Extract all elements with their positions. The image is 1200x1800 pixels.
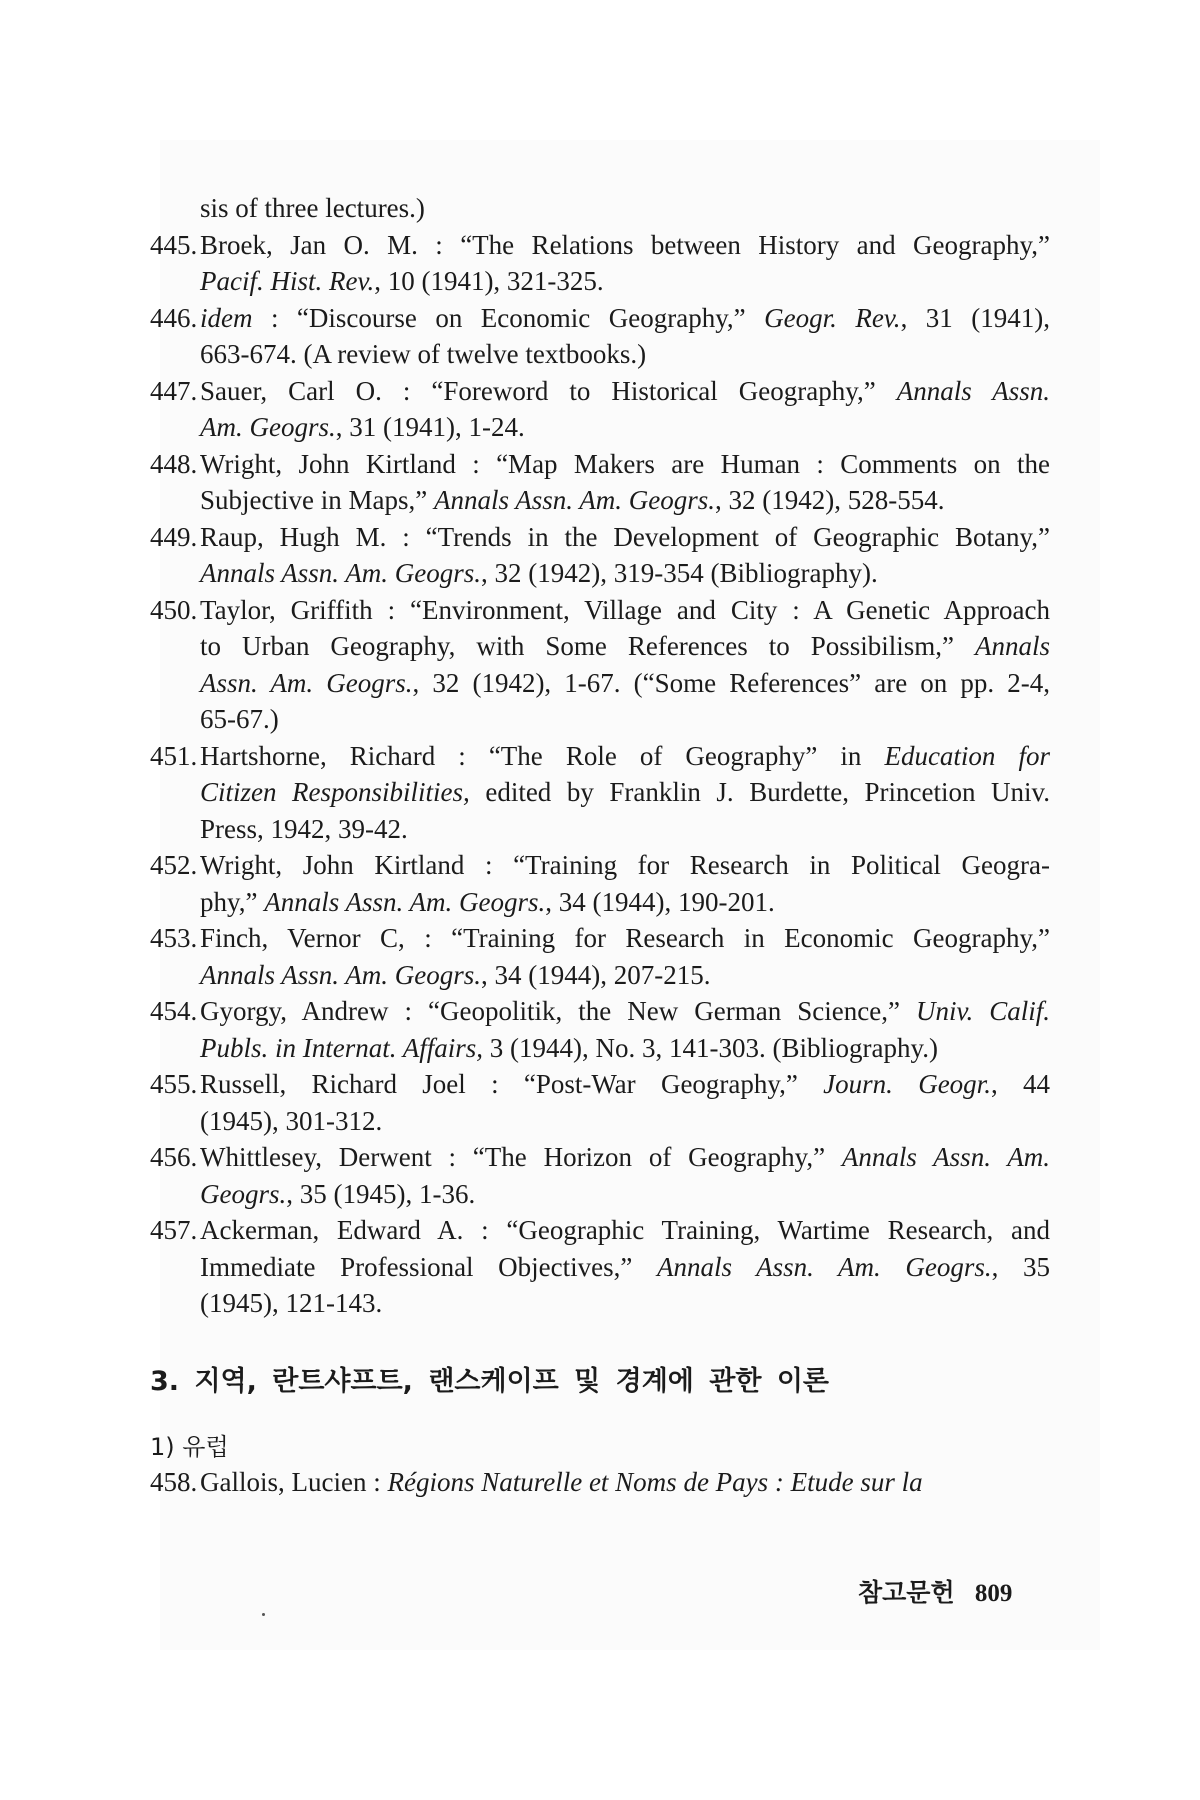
reference-italic-text: Am. Geogrs.: [200, 412, 336, 442]
reference-italic-text: Publs. in Internat. Affairs,: [200, 1032, 484, 1063]
reference-entry: [150, 446, 1050, 519]
reference-entry: [150, 847, 1050, 920]
reference-line: [150, 336, 1050, 373]
reference-text: , 10 (1941), 321-325.: [374, 266, 604, 296]
reference-line: [150, 1066, 1050, 1103]
reference-italic-text: Annals Assn.: [896, 375, 1050, 406]
reference-line: [150, 628, 1050, 665]
reference-italic-text: Assn. Am. Geogrs.: [200, 667, 413, 698]
reference-text: Immediate Professional Objectives,”: [200, 1251, 657, 1282]
reference-text: edited by Franklin J. Burdette, Princetion Univ.: [469, 777, 1051, 807]
reference-number: 452.: [150, 850, 198, 880]
reference-italic-text: Education for: [884, 740, 1050, 771]
bibliography-content: [150, 190, 1050, 1500]
reference-text: Wright, John Kirtland : “Training for Research in Political Geogra-: [200, 850, 1050, 880]
reference-number: 454.: [150, 996, 198, 1026]
reference-line: [150, 920, 1050, 957]
reference-list-continued: [150, 1464, 1050, 1501]
reference-line: [150, 227, 1050, 264]
reference-number: 446.: [150, 302, 198, 333]
reference-text: sis of three lectures.): [200, 193, 425, 223]
reference-number: 449.: [150, 521, 198, 552]
reference-entry: [150, 1212, 1050, 1322]
reference-number: 458.: [150, 1466, 198, 1497]
reference-line: [150, 1139, 1050, 1176]
reference-text: Finch, Vernor C, : “Training for Research in Economic Geography,”: [200, 923, 1050, 953]
reference-line: [150, 482, 1050, 519]
reference-text: Raup, Hugh M. : “Trends in the Development of Geographic Botany,”: [200, 521, 1050, 552]
reference-italic-text: Univ. Calif.: [915, 996, 1050, 1026]
scan-speck: [262, 1613, 265, 1616]
reference-list: [150, 190, 1050, 1322]
reference-line: [150, 665, 1050, 702]
reference-italic-text: Annals Assn. Am. Geogrs.: [264, 886, 546, 917]
reference-number: 448.: [150, 448, 198, 479]
reference-entry: [150, 993, 1050, 1066]
reference-text: , 32 (1942), 319-354 (Bibliography).: [481, 558, 878, 588]
reference-text: Russell, Richard Joel : “Post-War Geography,”: [200, 1069, 824, 1099]
reference-line: [150, 738, 1050, 775]
reference-line: [150, 555, 1050, 592]
reference-text: to Urban Geography, with Some References to Possibilism,”: [200, 631, 975, 661]
reference-line: [150, 519, 1050, 556]
reference-line: [150, 774, 1050, 811]
reference-number: 453.: [150, 923, 198, 953]
reference-line: [150, 701, 1050, 738]
reference-line: [150, 957, 1050, 994]
reference-italic-text: Annals Assn. Am. Geogrs.: [433, 485, 715, 515]
reference-text: Gallois, Lucien :: [200, 1466, 388, 1497]
footer-label: 참고문헌: [858, 1578, 955, 1607]
reference-text: Sauer, Carl O. : “Foreword to Historical Geography,”: [200, 375, 897, 406]
reference-line: [150, 811, 1050, 848]
reference-entry: [150, 738, 1050, 848]
reference-text: (1945), 121-143.: [200, 1288, 383, 1318]
reference-text: 663-674. (A review of twelve textbooks.): [200, 339, 647, 369]
reference-italic-text: Annals Assn. Am. Geogrs.: [656, 1251, 992, 1282]
reference-line: [150, 847, 1050, 884]
reference-text: , 35: [991, 1251, 1050, 1282]
reference-line: [150, 1212, 1050, 1249]
reference-line: [150, 190, 1050, 227]
reference-line: [150, 373, 1050, 410]
reference-italic-text: Citizen Responsibilities,: [200, 777, 470, 807]
reference-italic-text: Annals: [974, 631, 1050, 661]
reference-entry: [150, 227, 1050, 300]
reference-number: 450.: [150, 594, 198, 625]
reference-number: 451.: [150, 740, 198, 771]
reference-text: , 31 (1941), 1-24.: [335, 412, 525, 442]
reference-line: [150, 884, 1050, 921]
reference-number: 456.: [150, 1142, 198, 1172]
page-footer: [858, 1573, 1012, 1609]
reference-entry: [150, 1139, 1050, 1212]
reference-italic-text: Geogr. Rev.: [764, 302, 901, 333]
reference-text: , 32 (1942), 1-67. (“Some References” are on pp. 2-4,: [412, 667, 1050, 698]
reference-entry: [150, 519, 1050, 592]
reference-text: Whittlesey, Derwent : “The Horizon of Geography,”: [200, 1142, 842, 1172]
reference-entry: [150, 920, 1050, 993]
reference-line: [150, 300, 1050, 337]
reference-line: [150, 1249, 1050, 1286]
subsection-heading: 1) 유럽: [150, 1432, 229, 1461]
reference-line: [150, 1176, 1050, 1213]
reference-italic-text: Annals Assn. Am. Geogrs.: [200, 558, 482, 588]
reference-line: [150, 446, 1050, 483]
reference-italic-text: Journ. Geogr.: [823, 1069, 991, 1099]
reference-italic-text: Geogrs.: [200, 1178, 287, 1209]
reference-line: [150, 409, 1050, 446]
reference-text: , 31 (1941),: [900, 302, 1050, 333]
reference-entry: [150, 592, 1050, 738]
reference-entry: [150, 1066, 1050, 1139]
reference-number: 447.: [150, 375, 198, 406]
reference-text: (1945), 301-312.: [200, 1105, 383, 1136]
reference-entry: [150, 373, 1050, 446]
reference-italic-text: Annals Assn. Am. Geogrs.: [200, 959, 482, 990]
reference-text: Subjective in Maps,”: [200, 485, 434, 515]
reference-text: , 34 (1944), 207-215.: [481, 959, 711, 990]
reference-text: , 35 (1945), 1-36.: [286, 1178, 476, 1209]
reference-text: Wright, John Kirtland : “Map Makers are Human : Comments on the: [200, 448, 1050, 479]
reference-text: Press, 1942, 39-42.: [200, 813, 408, 844]
reference-line: [150, 1030, 1050, 1067]
reference-text: : “Discourse on Economic Geography,”: [252, 302, 765, 333]
reference-text: Taylor, Griffith : “Environment, Village and City : A Genetic Approach: [200, 594, 1050, 625]
page-number: 809: [974, 1580, 1013, 1607]
reference-italic-text: idem: [200, 302, 253, 333]
reference-line: [150, 1464, 1050, 1501]
reference-number: 457.: [150, 1215, 198, 1245]
reference-entry: [150, 300, 1050, 373]
reference-number: 455.: [150, 1069, 198, 1099]
reference-line: [150, 1285, 1050, 1322]
reference-text: phy,”: [200, 886, 265, 917]
reference-line: [150, 993, 1050, 1030]
reference-text: , 34 (1944), 190-201.: [545, 886, 775, 917]
reference-text: Gyorgy, Andrew : “Geopolitik, the New German Science,”: [200, 996, 916, 1026]
reference-italic-text: Annals Assn. Am.: [841, 1142, 1050, 1172]
reference-text: , 44: [990, 1069, 1050, 1099]
reference-line: [150, 1103, 1050, 1140]
reference-italic-text: Régions Naturelle et Noms de Pays : Etude sur la: [387, 1466, 923, 1497]
reference-line: [150, 263, 1050, 300]
reference-text: Hartshorne, Richard : “The Role of Geography” in: [200, 740, 885, 771]
reference-text: , 32 (1942), 528-554.: [715, 485, 945, 515]
section-heading: 3. 지역, 란트샤프트, 랜스케이프 및 경계에 관한 이론: [150, 1365, 829, 1397]
reference-text: Broek, Jan O. M. : “The Relations between History and Geography,”: [200, 229, 1050, 260]
reference-text: 65-67.): [200, 704, 279, 734]
reference-text: 3 (1944), No. 3, 141-303. (Bibliography.): [483, 1032, 938, 1063]
reference-italic-text: Pacif. Hist. Rev.: [200, 266, 375, 296]
reference-line: [150, 592, 1050, 629]
reference-entry: [150, 1464, 1050, 1501]
reference-entry: [150, 190, 1050, 227]
reference-number: 445.: [150, 229, 198, 260]
reference-text: Ackerman, Edward A. : “Geographic Training, Wartime Research, and: [200, 1215, 1050, 1245]
